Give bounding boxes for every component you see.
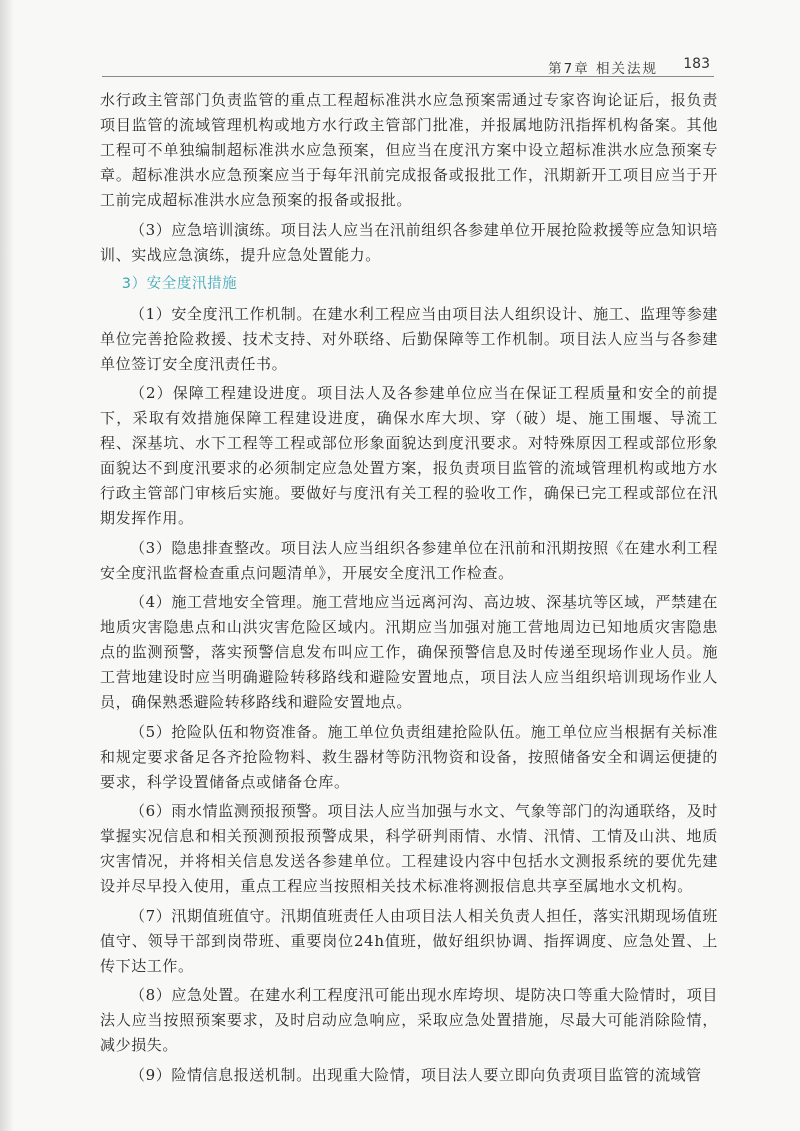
measure-item: （1）安全度汛工作机制。在建水利工程应当由项目法人组织设计、施工、监理等参建单位完善抢险救援、技术支持、对外联络、后勤保障等工作机制。项目法人应当与各参建单位签订安全度汛责任书。 (100, 304, 718, 373)
measure-item: （5）抢险队伍和物资准备。施工单位负责组建抢险队伍。施工单位应当根据有关标准和规定要求备足各齐抢险物料、救生器材等防汛物资和设备，按照储备安全和调运便捷的要求，科学设置储备点或储备仓库。 (100, 722, 718, 791)
measure-item: （2）保障工程建设进度。项目法人及各参建单位应当在保证工程质量和安全的前提下，采取有效措施保障工程建设进度，确保水库大坝、穿（破）堤、施工围堰、导流工程、深基坑、水下工程等工程或部位形象面貌达到度汛要求。对特殊原因工程或部位形象面貌达不到度汛要求的必须制定应急处置方案，报负责项目监管的流域管理机构或地方水行政主管部门审核后实施。要做好与度汛有关工程的验收工作，确保已完工程或部位在汛期发挥作用。 (100, 384, 718, 527)
chapter-title: 第7章 相关法规 (548, 61, 658, 77)
body-text (100, 88, 718, 1092)
section-heading: 3）安全度汛措施 (121, 276, 238, 292)
measure-item: （3）隐患排查整改。项目法人应当组织各参建单位在汛前和汛期按照《在建水利工程安全度汛监督检查重点问题清单》，开展安全度汛工作检查。 (100, 538, 718, 582)
page-number: 183 (683, 56, 710, 72)
paragraph-emergency-training: （3）应急培训演练。项目法人应当在汛前组织各参建单位开展抢险救援等应急知识培训、实战应急演练，提升应急处置能力。 (100, 220, 718, 264)
measure-item: （6）雨水情监测预报预警。项目法人应当加强与水文、气象等部门的沟通联络，及时掌握实况信息和相关预测预报预警成果，科学研判雨情、水情、汛情、工情及山洪、地质灾害情况，并将相关信息发送各参建单位。工程建设内容中包括水文测报系统的要优先建设并尽早投入使用，重点工程应当按照相关技术标准将测报信息共享至属地水文机构。 (100, 802, 718, 895)
measure-item: （8）应急处置。在建水利工程度汛可能出现水库垮坝、堤防决口等重大险情时，项目法人应当按照预案要求，及时启动应急响应，采取应急处置措施，尽最大可能消除险情，减少损失。 (100, 986, 718, 1054)
running-header (102, 48, 714, 77)
binding-gutter-shadow (0, 0, 14, 1131)
paragraph-continuation: 水行政主管部门负责监管的重点工程超标准洪水应急预案需通过专家咨询论证后，报负责项目监管的流域管理机构或地方水行政主管部门批准，并报属地防汛指挥机构备案。其他工程可不单独编制超标准洪水应急预案，但应当在度汛方案中设立超标准洪水应急预案专章。超标准洪水应急预案应当于每年汛前完成报备或报批工作，汛期新开工项目应当于开工前完成超标准洪水应急预案的报备或报批。 (100, 91, 718, 209)
measure-item: （4）施工营地安全管理。施工营地应当远离河沟、高边坡、深基坑等区域，严禁建在地质灾害隐患点和山洪灾害危险区域内。汛期应当加强对施工营地周边已知地质灾害隐患点的监测预警，落实预警信息发布叫应工作，确保预警信息及时传递至现场作业人员。施工营地建设时应当明确避险转移路线和避险安置地点，项目法人应当组织培训现场作业人员，确保熟悉避险转移路线和避险安置地点。 (100, 593, 718, 711)
measure-item: （9）险情信息报送机制。出现重大险情，项目法人要立即向负责项目监管的流域管 (130, 1065, 702, 1084)
measure-item: （7）汛期值班值守。汛期值班责任人由项目法人相关负责人担任，落实汛期现场值班值守、领导干部到岗带班、重要岗位24h值班，做好组织协调、指挥调度、应急处置、上传下达工作。 (100, 906, 718, 975)
